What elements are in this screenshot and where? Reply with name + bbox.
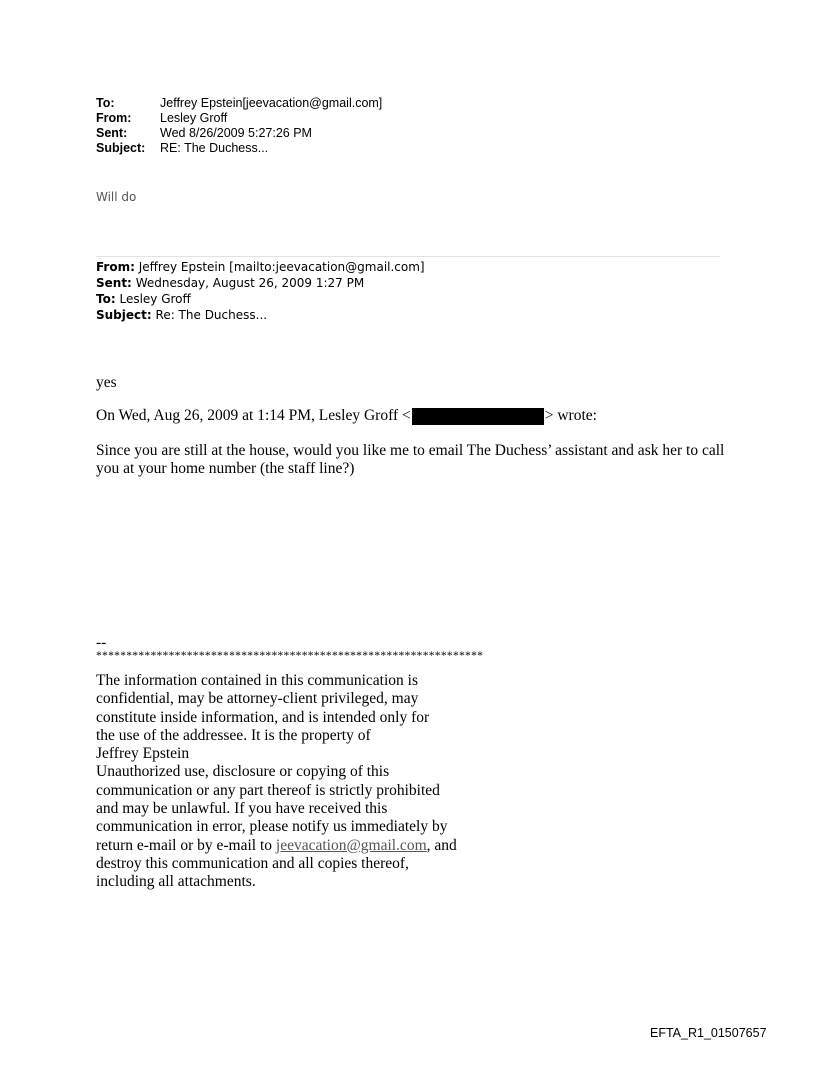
quoted-from-value: Jeffrey Epstein [mailto:jeevacation@gmail.com] [138,260,425,274]
quoted-from-row [96,259,425,275]
disclaimer-line: communication or any part thereof is strictly prohibited [96,781,440,799]
quoted-to-label: To: [96,292,116,306]
sent-value: Wed 8/26/2009 5:27:26 PM [160,126,312,140]
attribution-line [96,407,597,425]
from-value: Lesley Groff [160,111,228,125]
subject-label: Subject: [96,141,146,155]
redaction-box [412,408,544,425]
disclaimer-line: including all attachments. [96,873,256,891]
to-label: To: [96,96,115,110]
header-sent-row [96,126,382,141]
quoted-header [96,259,425,323]
return-prefix: return e-mail or by e-mail to [96,836,276,854]
quoted-to-value: Lesley Groff [119,292,191,306]
return-suffix: , and [426,836,457,854]
disclaimer [96,672,496,892]
signature-dashes: -- [96,634,107,651]
header-subject-row [96,141,382,156]
reply-text: Will do [96,190,137,204]
disclaimer-line: the use of the addressee. It is the property of [96,726,371,744]
attribution-before: On Wed, Aug 26, 2009 at 1:14 PM, Lesley Groff < [96,407,411,424]
subject-value: RE: The Duchess... [160,141,269,155]
email-header [96,96,382,156]
signature-stars: **************************************************************** [96,650,484,662]
quoted-sent-label: Sent: [96,276,132,290]
quoted-to-row [96,291,425,307]
disclaimer-line-with-link [96,837,496,855]
to-value: Jeffrey Epstein[jeevacation@gmail.com] [160,96,383,110]
disclaimer-line: communication in error, please notify us immediately by [96,818,448,836]
original-message-body: Since you are still at the house, would you like me to email The Duchess’ assistant and ask her to call you at your home number (the staff line?) [96,442,725,477]
quoted-sent-row [96,275,425,291]
document-id: EFTA_R1_01507657 [650,1026,767,1040]
quoted-sent-value: Wednesday, August 26, 2009 1:27 PM [135,276,365,290]
from-label: From: [96,111,132,125]
disclaimer-line: Jeffrey Epstein [96,745,190,763]
disclaimer-line: destroy this communication and all copies thereof, [96,854,409,872]
header-from-row [96,111,382,126]
header-to-row [96,96,382,111]
sent-label: Sent: [96,126,128,140]
quoted-subject-row [96,307,425,323]
disclaimer-line: The information contained in this communication is [96,672,418,689]
disclaimer-line: and may be unlawful. If you have received this [96,800,388,818]
quote-divider [96,256,720,257]
disclaimer-line: constitute inside information, and is intended only for [96,708,430,726]
quoted-subject-value: Re: The Duchess... [155,308,268,322]
attribution-after: > wrote: [544,407,597,424]
quoted-reply: yes [96,374,117,391]
disclaimer-line: confidential, may be attorney-client privileged, may [96,690,419,708]
quoted-from-label: From: [96,260,135,274]
email-link[interactable]: jeevacation@gmail.com [275,836,427,854]
quoted-subject-label: Subject: [96,308,152,322]
disclaimer-line: Unauthorized use, disclosure or copying of this [96,763,390,781]
